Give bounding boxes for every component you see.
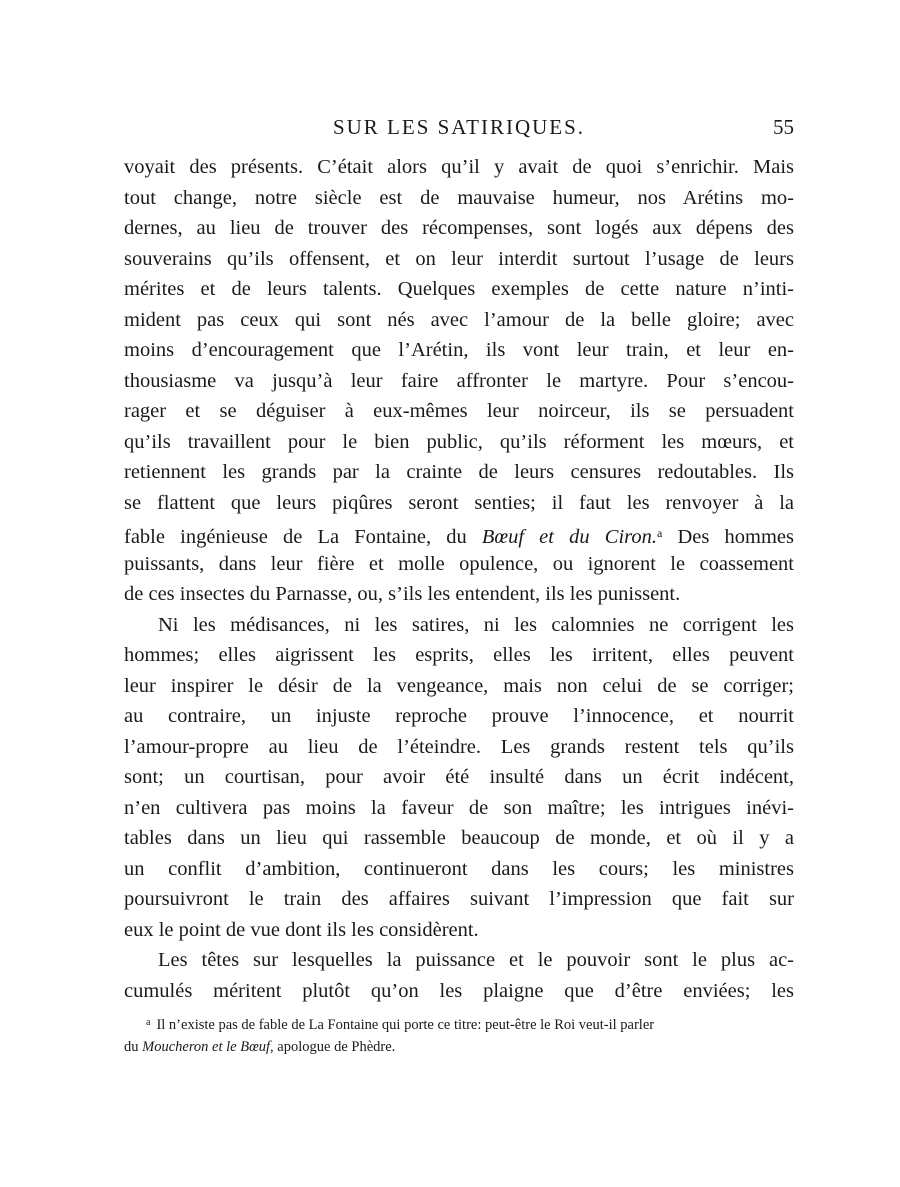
text-line: leur inspirer le désir de la vengeance, mais non celui de se corriger;	[124, 674, 794, 697]
text-line: souverains qu’ils offensent, et on leur interdit surtout l’usage de leurs	[124, 247, 794, 270]
page-number: 55	[773, 115, 794, 139]
text-line: l’amour-propre au lieu de l’éteindre. Les grands restent tels qu’ils	[124, 735, 794, 758]
text-line: un conflit d’ambition, continueront dans les cours; les ministres	[124, 857, 794, 880]
running-header	[124, 112, 794, 142]
text-line: tout change, notre siècle est de mauvaise humeur, nos Arétins mo-	[124, 186, 794, 209]
text-line: sont; un courtisan, pour avoir été insulté dans un écrit indécent,	[124, 766, 794, 788]
text-line: au contraire, un injuste reproche prouve l’innocence, et nourrit	[124, 705, 794, 727]
fable-line-after: Des hommes	[662, 526, 794, 548]
text-line: mident pas ceux qui sont nés avec l’amour de la belle gloire; avec	[124, 308, 794, 331]
paragraph-1	[124, 152, 794, 610]
text-line: tables dans un lieu qui rassemble beaucoup de monde, et où il y a	[124, 827, 794, 849]
text-line: Ni les médisances, ni les satires, ni les calomnies ne corrigent les	[158, 613, 794, 636]
text-line: Les têtes sur lesquelles la puissance et le pouvoir sont le plus ac-	[158, 949, 794, 971]
text-line: retiennent les grands par la crainte de leurs censures redoutables. Ils	[124, 461, 794, 483]
footnote-text: Il n’existe pas de fable de La Fontaine qui porte ce titre: peut-être le Roi veut-il parler	[156, 1017, 655, 1033]
text-line: voyait des présents. C’était alors qu’il y avait de quoi s’enrichir. Mais	[124, 156, 794, 178]
text-line: qu’ils travaillent pour le bien public, qu’ils réforment les mœurs, et	[124, 430, 794, 453]
body-text	[124, 152, 794, 1006]
text-line: puissants, dans leur fière et molle opulence, ou ignorent le coassement	[124, 552, 794, 575]
text-line: mérites et de leurs talents. Quelques exemples de cette nature n’inti-	[124, 278, 794, 300]
text-line: dernes, au lieu de trouver des récompenses, sont logés aux dépens des	[124, 217, 794, 239]
footnote-line	[124, 1012, 794, 1036]
footnote-reference[interactable]: a	[657, 526, 663, 540]
footnote-text: du	[124, 1039, 143, 1055]
footnote	[124, 1012, 794, 1058]
text-line: eux le point de vue dont ils les considèrent.	[124, 918, 479, 941]
fable-line-before: fable ingénieuse de La Fontaine, du	[124, 526, 482, 548]
fable-title: Bœuf et du Ciron.	[481, 526, 657, 548]
paragraph-2	[124, 610, 794, 946]
text-line: poursuivront le train des affaires suivant l’impression que fait sur	[124, 888, 794, 910]
text-line: rager et se déguiser à eux-mêmes leur noirceur, ils se persuadent	[124, 400, 794, 422]
text-line: moins d’encouragement que l’Arétin, ils vont leur train, et leur en-	[124, 339, 794, 361]
paragraph-3	[124, 945, 794, 1006]
text-line: se flattent que leurs piqûres seront senties; il faut les renvoyer à la	[124, 491, 794, 514]
footnote-title: Moucheron et le Bœuf	[142, 1039, 271, 1055]
text-line: thousiasme va jusqu’à leur faire affronter le martyre. Pour s’encou-	[124, 369, 794, 392]
text-line: hommes; elles aigrissent les esprits, elles les irritent, elles peuvent	[124, 644, 794, 666]
text-line-fable	[124, 518, 794, 549]
running-title: SUR LES SATIRIQUES.	[332, 115, 586, 139]
text-line: cumulés méritent plutôt qu’on les plaigne que d’être enviées; les	[124, 979, 794, 1002]
text-line: de ces insectes du Parnasse, ou, s’ils les entendent, ils les punissent.	[124, 583, 681, 605]
footnote-text: , apologue de Phèdre.	[270, 1039, 396, 1055]
footnote-line	[124, 1036, 794, 1058]
text-line: n’en cultivera pas moins la faveur de son maître; les intrigues inévi-	[124, 796, 794, 819]
footnote-mark: a	[146, 1017, 151, 1028]
